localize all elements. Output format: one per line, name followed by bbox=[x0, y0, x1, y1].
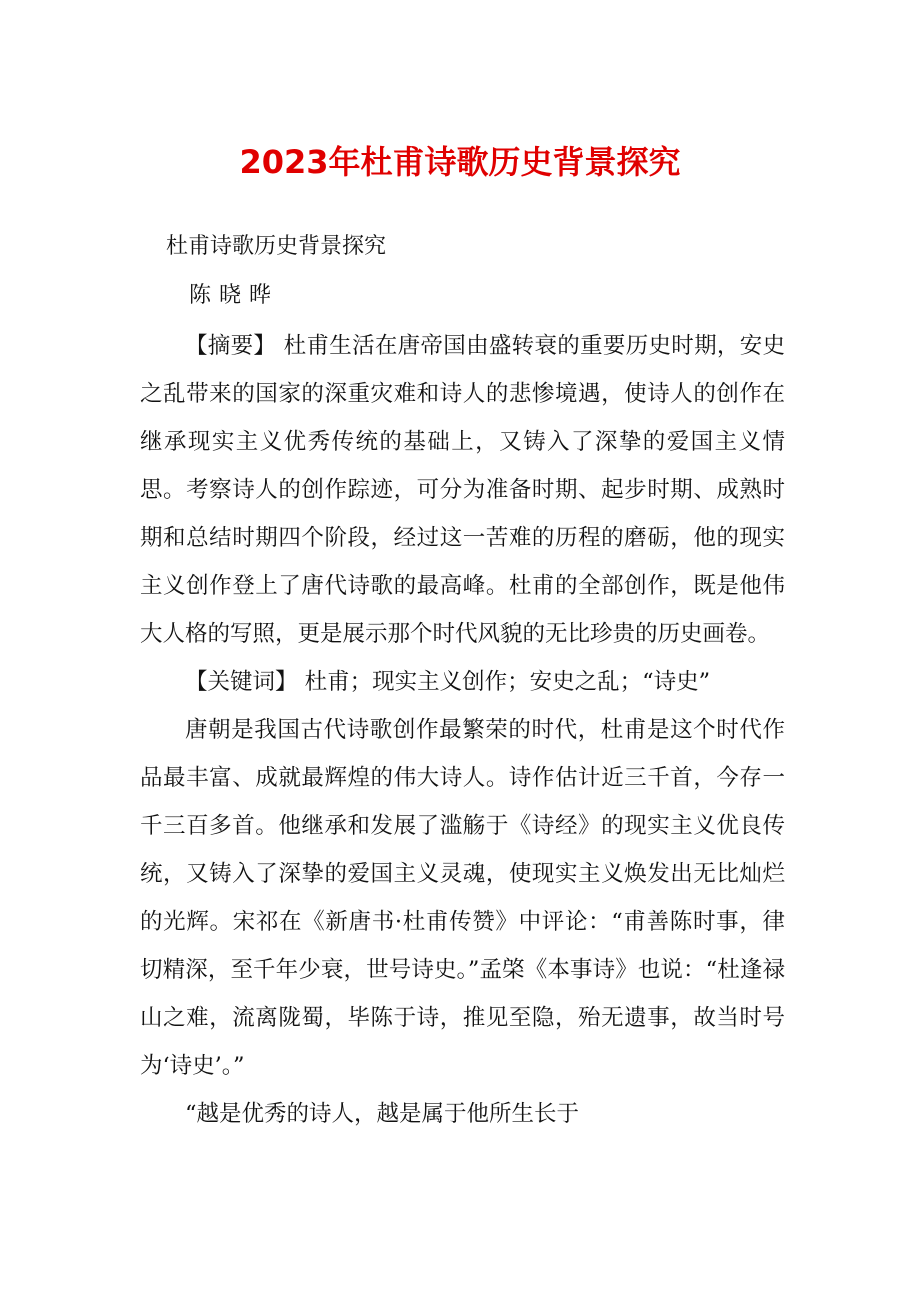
body-paragraph-2: “越是优秀的诗人，越是属于他所生长于 bbox=[185, 1101, 580, 1127]
keywords-paragraph bbox=[140, 658, 785, 706]
abstract-text: 杜甫生活在唐帝国由盛转衰的重要历史时期，安史之乱带来的国家的深重灾难和诗人的悲惨境遇，使诗人的创作在继承现实主义优秀传统的基础上，又铸入了深挚的爱国主义情思。考察诗人的创作踪迹，可分为准备时期、起步时期、成熟时期和总结时期四个阶段，经过这一苦难的历程的磨砺，他的现实主义创作登上了唐代诗歌的最高峰。杜甫的全部创作，既是他伟大人格的写照，更是展示那个时代风貌的无比珍贵的历史画卷。 bbox=[140, 333, 785, 647]
document-title: 2023年杜甫诗歌历史背景探究 bbox=[239, 143, 681, 181]
keywords-text: 杜甫；现实主义创作；安史之乱；“诗史” bbox=[297, 669, 711, 695]
keywords-label: 【关键词】 bbox=[185, 669, 298, 695]
abstract-label: 【摘要】 bbox=[185, 333, 277, 359]
abstract-paragraph bbox=[140, 322, 785, 658]
body-paragraph-1: 唐朝是我国古代诗歌创作最繁荣的时代，杜甫是这个时代作品最丰富、成就最辉煌的伟大诗人。诗作估计近三千首，今存一千三百多首。他继承和发展了滥觞于《诗经》的现实主义优良传统，又铸入了深挚的爱国主义灵魂，使现实主义焕发出无比灿烂的光辉。宋祁在《新唐书·杜甫传赞》中评论：“甫善陈时事，律切精深，至千年少衰，世号诗史。”孟棨《本事诗》也说：“杜逢禄山之难，流离陇蜀，毕陈于诗，推见至隐，殆无遗事，故当时号为‘诗史’。” bbox=[140, 717, 785, 1079]
article-body bbox=[140, 322, 785, 1138]
author-name: 陈晓晔 bbox=[189, 283, 280, 308]
article-subtitle: 杜甫诗歌历史背景探究 bbox=[166, 234, 387, 259]
